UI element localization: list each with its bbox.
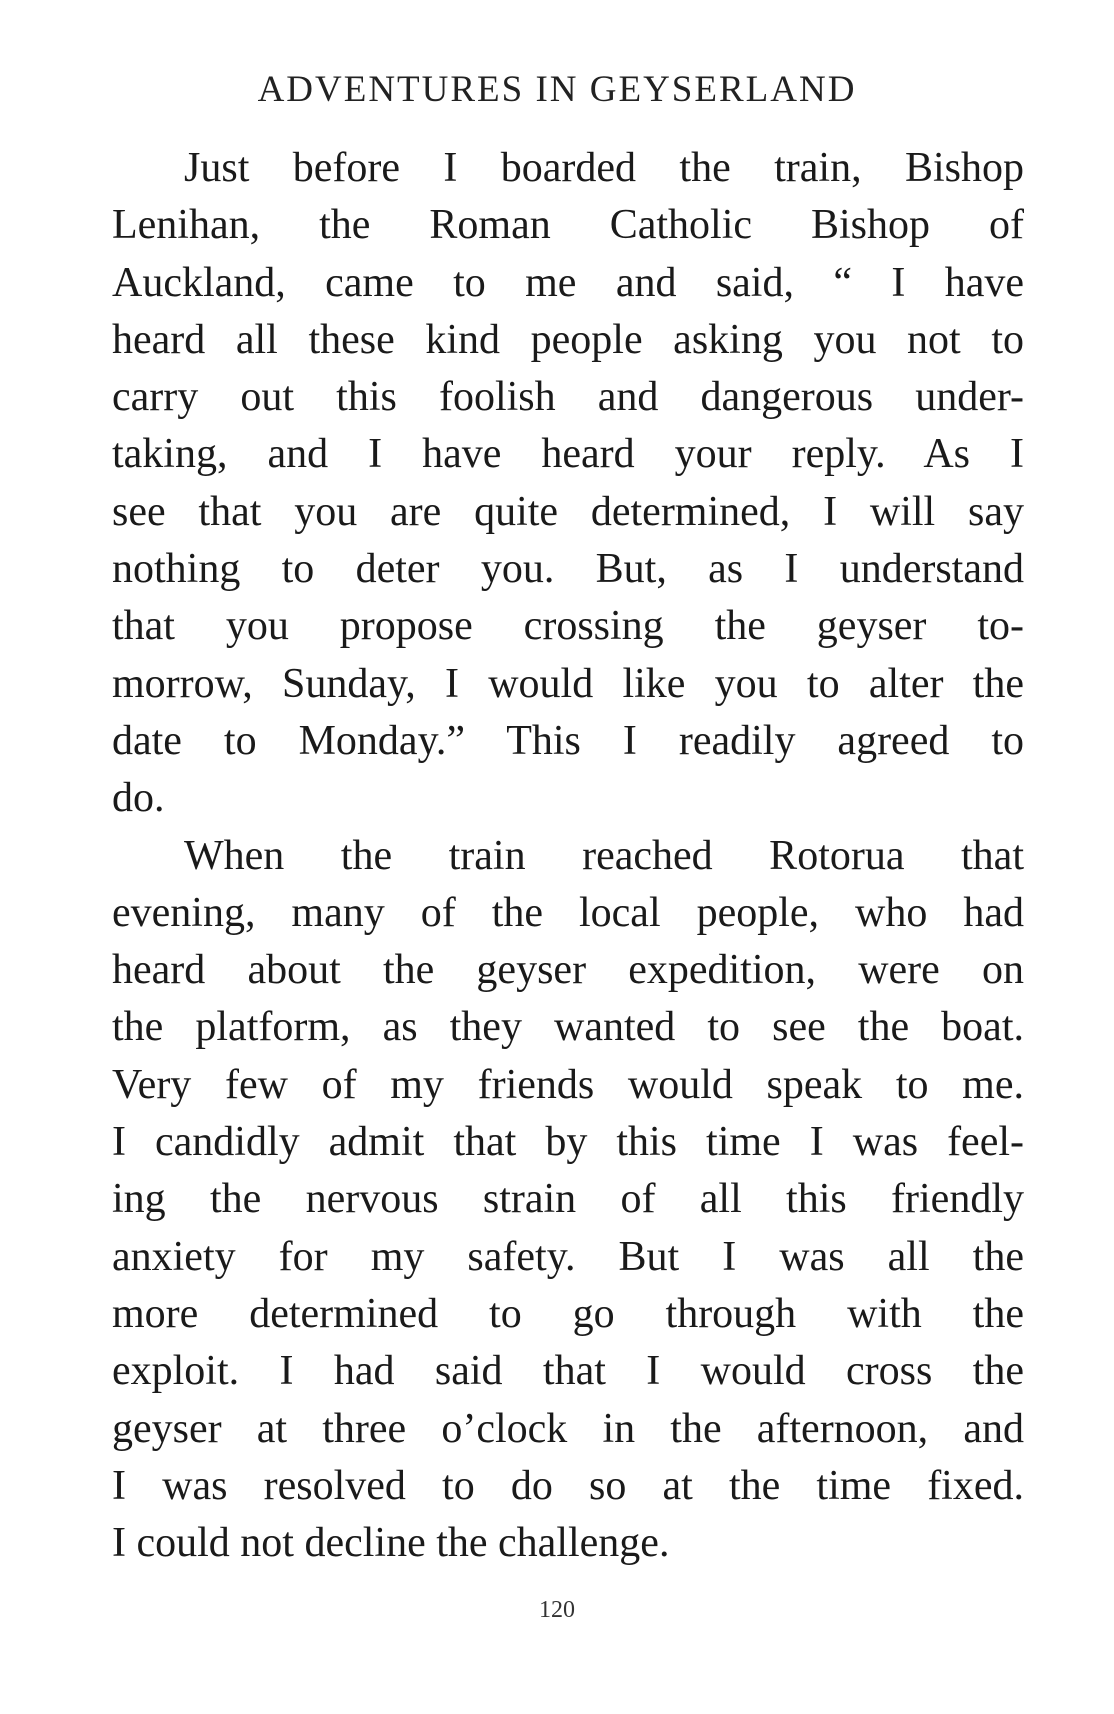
text-line: When the train reached Rotorua that — [184, 832, 1024, 879]
text-line: carry out this foolish and dangerous under- — [112, 374, 1024, 421]
text-line: evening, many of the local people, who had — [112, 889, 1024, 936]
paragraph-1 — [112, 140, 1024, 828]
text-line: see that you are quite determined, I will say — [112, 488, 1024, 535]
paragraph-2 — [112, 828, 1024, 1573]
text-line: geyser at three o’clock in the afternoon, and — [112, 1405, 1024, 1452]
text-line: Very few of my friends would speak to me. — [112, 1061, 1024, 1108]
text-line: I was resolved to do so at the time fixed. — [112, 1462, 1024, 1509]
text-line: date to Monday.” This I readily agreed to — [112, 717, 1024, 764]
text-line: more determined to go through with the — [112, 1290, 1024, 1337]
text-line: ing the nervous strain of all this friendly — [112, 1176, 1024, 1223]
running-head: ADVENTURES IN GEYSERLAND — [257, 69, 857, 110]
body-text — [112, 140, 1024, 1572]
text-line: Lenihan, the Roman Catholic Bishop of — [112, 202, 1024, 249]
text-line: nothing to deter you. But, as I understand — [112, 546, 1024, 593]
text-line: that you propose crossing the geyser to- — [112, 603, 1024, 650]
text-line: exploit. I had said that I would cross the — [112, 1348, 1024, 1395]
text-line: I could not decline the challenge. — [112, 1520, 670, 1567]
text-line: Just before I boarded the train, Bishop — [184, 145, 1024, 191]
text-line: heard all these kind people asking you not to — [112, 316, 1024, 363]
text-line: I candidly admit that by this time I was feel- — [112, 1119, 1024, 1166]
text-line: heard about the geyser expedition, were on — [112, 947, 1024, 994]
text-line: do. — [112, 775, 165, 822]
text-line: anxiety for my safety. But I was all the — [112, 1233, 1024, 1280]
text-line: Auckland, came to me and said, “ I have — [112, 259, 1024, 306]
text-line: taking, and I have heard your reply. As I — [112, 431, 1024, 478]
text-line: the platform, as they wanted to see the boat. — [112, 1004, 1024, 1051]
text-line: morrow, Sunday, I would like you to alter the — [112, 660, 1024, 707]
page-number: 120 — [539, 1597, 575, 1623]
